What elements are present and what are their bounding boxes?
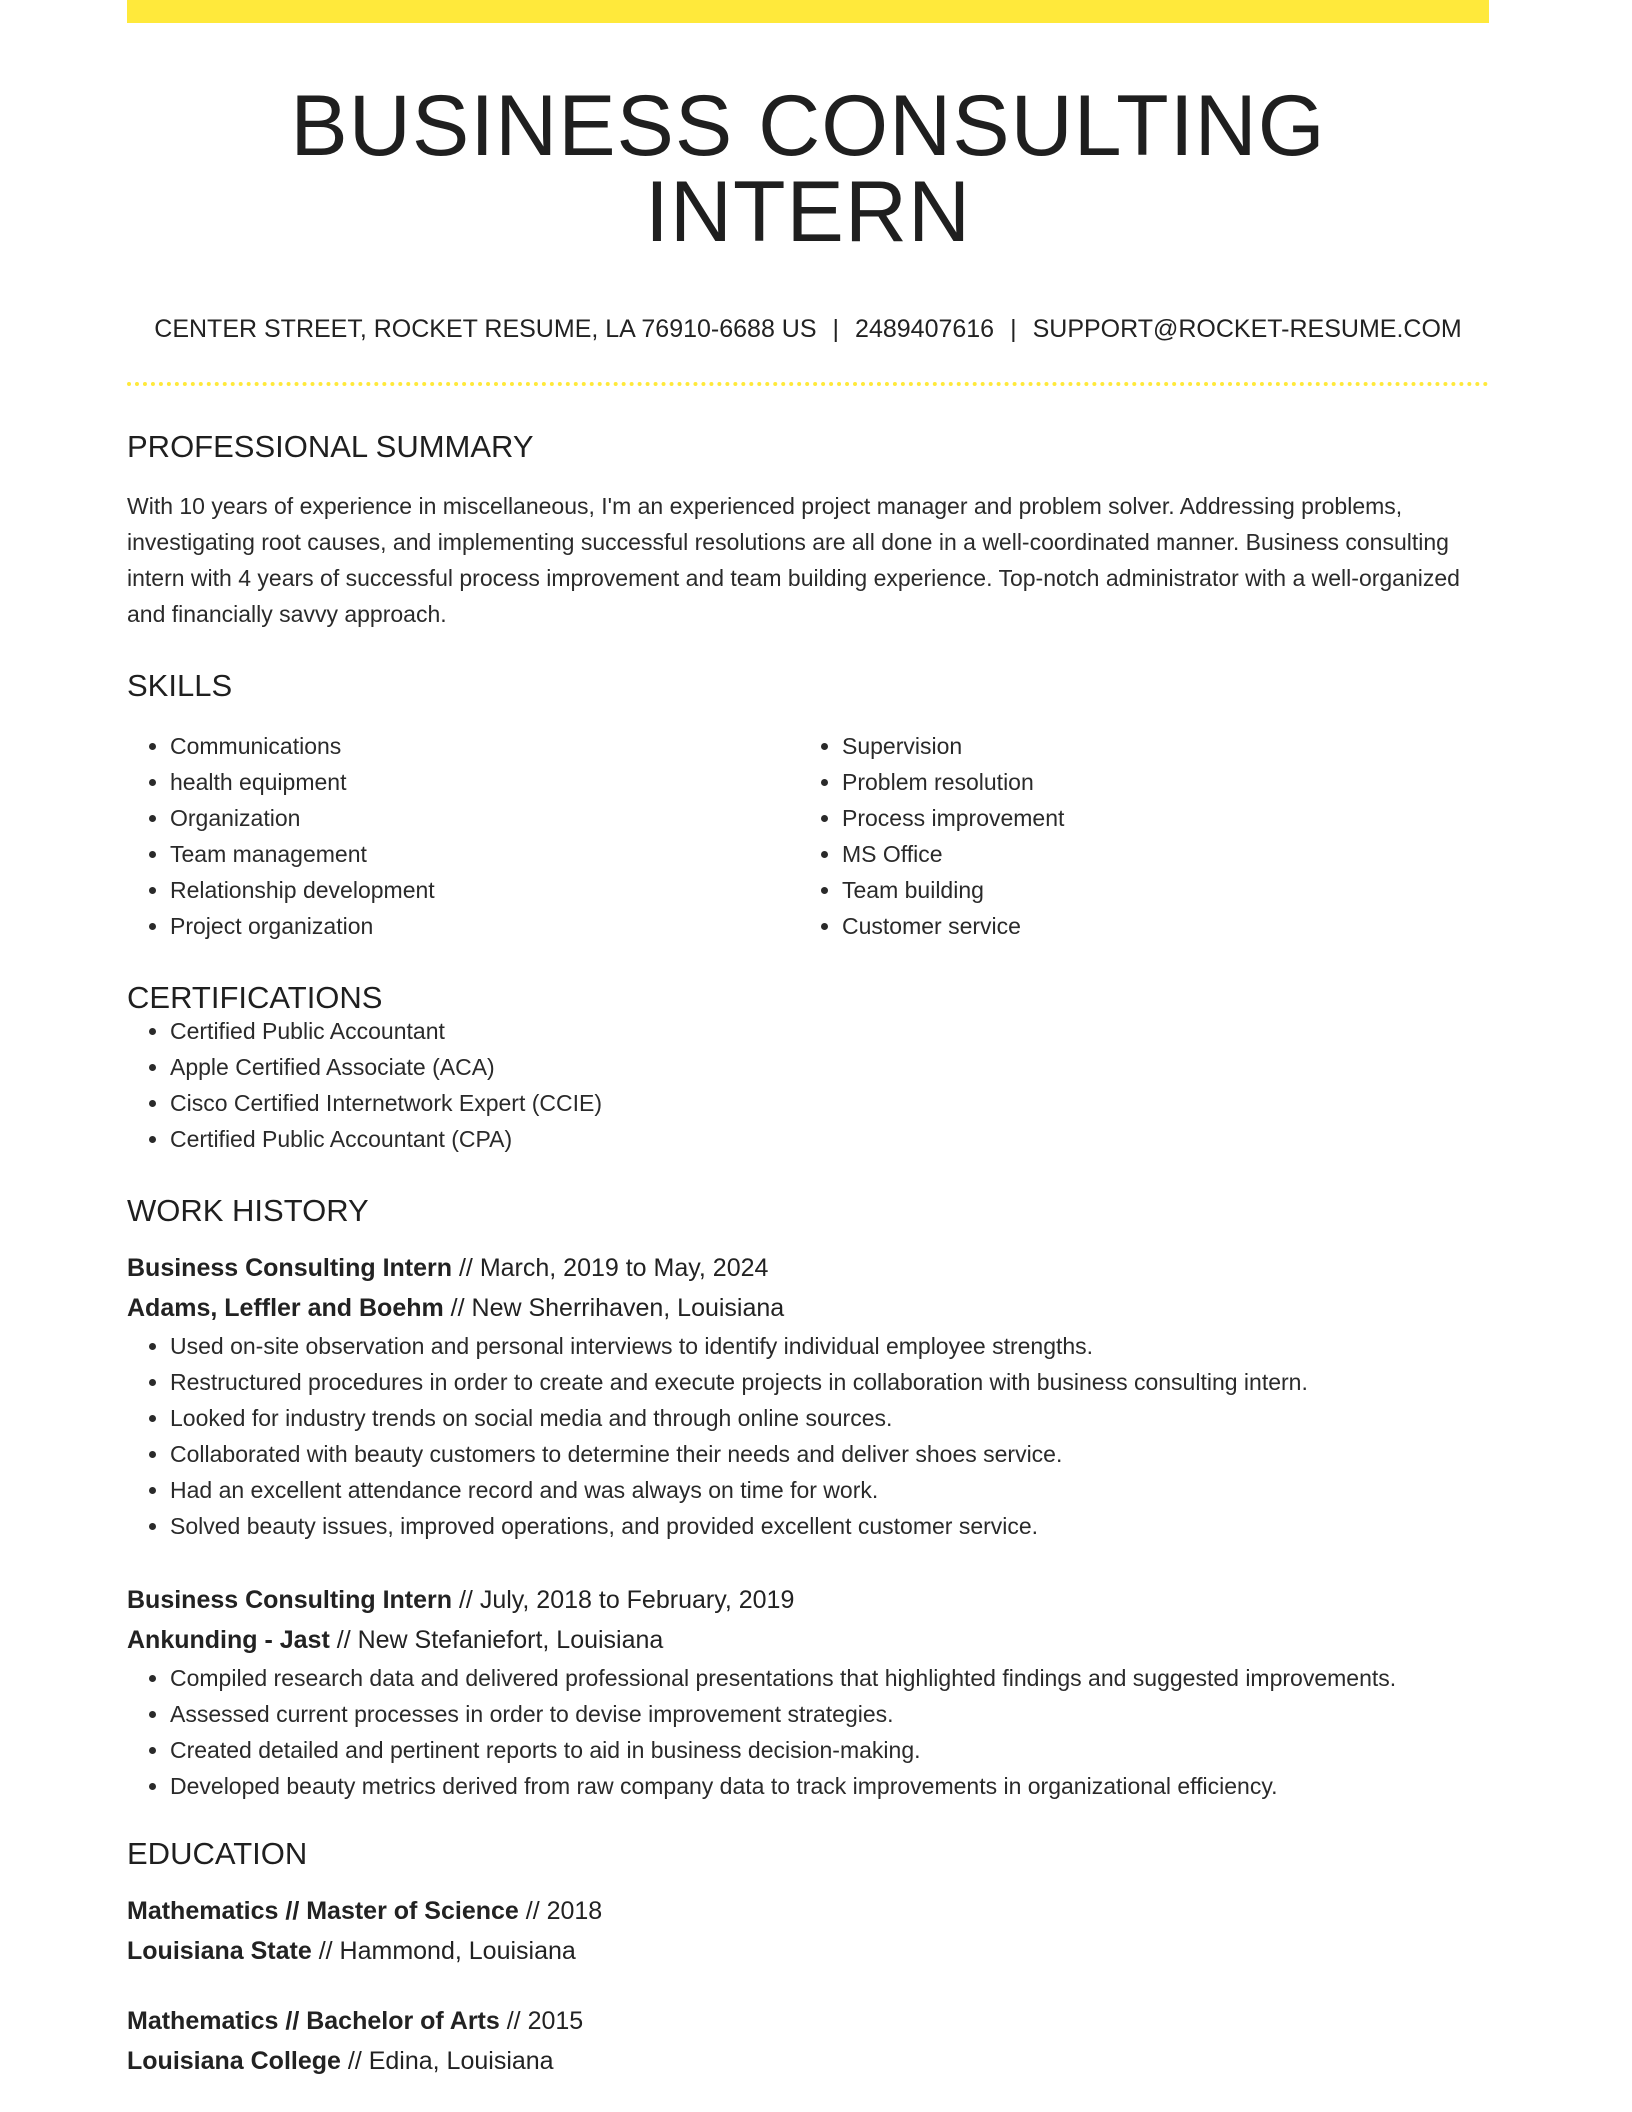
skill-item: • Organization — [170, 800, 799, 836]
skills-heading: SKILLS — [127, 668, 233, 703]
skills-list-right — [799, 728, 1471, 944]
job-duty-item: • Looked for industry trends on social media and through online sources. — [170, 1400, 1489, 1436]
school-line — [127, 1931, 1489, 1971]
job-company-line — [127, 1288, 1489, 1328]
job-company-line — [127, 1620, 1489, 1660]
skill-item: • Project organization — [170, 908, 799, 944]
skill-item: • Customer service — [842, 908, 1471, 944]
certifications-list — [127, 1013, 1489, 1157]
degree-line — [127, 2001, 1489, 2041]
degree-year: // 2018 — [518, 1897, 603, 1925]
skills-list-left — [127, 728, 799, 944]
job-company: Ankunding - Jast — [127, 1626, 330, 1654]
job-role: Business Consulting Intern — [127, 1254, 453, 1282]
contact-separator: | — [1010, 315, 1017, 343]
school-line — [127, 2041, 1489, 2081]
skill-item: • Relationship development — [170, 872, 799, 908]
skills-column-left — [127, 728, 799, 944]
job-duty-item: • Collaborated with beauty customers to determine their needs and deliver shoes service. — [170, 1436, 1489, 1472]
job-location: // New Sherrihaven, Louisiana — [443, 1294, 785, 1322]
job-title-line — [127, 1248, 1489, 1288]
resume-page — [127, 0, 1489, 2081]
job-duty-item: • Developed beauty metrics derived from raw company data to track improvements in organizational efficiency. — [170, 1768, 1489, 1804]
certifications-heading: CERTIFICATIONS — [127, 980, 383, 1015]
job-duty-item: • Compiled research data and delivered professional presentations that highlighted findings and suggested improvements. — [170, 1660, 1489, 1696]
job-duty-item: • Created detailed and pertinent reports to aid in business decision-making. — [170, 1732, 1489, 1768]
summary-text: With 10 years of experience in miscellaneous, I'm an experienced project manager and problem solver. Addressing problems, investigating root causes, and implementing successful resolutions are all done in a well-coordinated manner. Business consulting intern with 4 years of successful process improvement and team building experience. Top-notch administrator with a well-organized and financially savvy approach. — [127, 493, 1460, 627]
contact-separator: | — [832, 315, 840, 343]
contact-line — [127, 317, 1489, 342]
school-location: // Hammond, Louisiana — [311, 1937, 576, 1965]
degree-line — [127, 1891, 1489, 1931]
job-dates: // July, 2018 to February, 2019 — [452, 1586, 795, 1614]
phone-text: 2489407616 — [855, 315, 995, 343]
certification-item: • Cisco Certified Internetwork Expert (CCIE) — [170, 1085, 1489, 1121]
skill-item: • Team building — [842, 872, 1471, 908]
certification-item: • Certified Public Accountant — [170, 1013, 1489, 1049]
skills-grid — [127, 728, 1489, 944]
job-title-line — [127, 1580, 1489, 1620]
resume-title: BUSINESS CONSULTING INTERN — [290, 78, 1326, 260]
degree-name: Mathematics // Bachelor of Arts — [127, 2007, 500, 2035]
job-duty-item: • Restructured procedures in order to create and execute projects in collaboration with business consulting intern. — [170, 1364, 1489, 1400]
school-name: Louisiana State — [127, 1937, 312, 1965]
education-heading: EDUCATION — [127, 1836, 308, 1871]
job-duty-item: • Solved beauty issues, improved operations, and provided excellent customer service. — [170, 1508, 1489, 1544]
degree-name: Mathematics // Master of Science — [127, 1897, 519, 1925]
job-duty-item: • Assessed current processes in order to devise improvement strategies. — [170, 1696, 1489, 1732]
job-duty-item: • Used on-site observation and personal interviews to identify individual employee strengths. — [170, 1328, 1489, 1364]
degree-year: // 2015 — [499, 2007, 584, 2035]
job-duties-list — [127, 1328, 1489, 1544]
skill-item: • Communications — [170, 728, 799, 764]
skill-item: • Process improvement — [842, 800, 1471, 836]
address-text: CENTER STREET, ROCKET RESUME, LA 76910-6688 US — [154, 315, 817, 343]
email-text: SUPPORT@ROCKET-RESUME.COM — [1032, 315, 1462, 343]
job-location: // New Stefaniefort, Louisiana — [329, 1626, 664, 1654]
work-history-heading: WORK HISTORY — [127, 1193, 369, 1228]
summary-heading: PROFESSIONAL SUMMARY — [127, 429, 534, 464]
accent-top-bar — [127, 0, 1489, 23]
skills-column-right — [799, 728, 1471, 944]
job-company: Adams, Leffler and Boehm — [127, 1294, 444, 1322]
skill-item: • Team management — [170, 836, 799, 872]
skill-item: • MS Office — [842, 836, 1471, 872]
school-location: // Edina, Louisiana — [340, 2047, 554, 2075]
job-duties-list — [127, 1660, 1489, 1804]
skill-item: • health equipment — [170, 764, 799, 800]
certification-item: • Certified Public Accountant (CPA) — [170, 1121, 1489, 1157]
school-name: Louisiana College — [127, 2047, 341, 2075]
job-dates: // March, 2019 to May, 2024 — [452, 1254, 769, 1282]
dotted-divider — [127, 382, 1489, 386]
certification-item: • Apple Certified Associate (ACA) — [170, 1049, 1489, 1085]
job-duty-item: • Had an excellent attendance record and was always on time for work. — [170, 1472, 1489, 1508]
skill-item: • Problem resolution — [842, 764, 1471, 800]
skill-item: • Supervision — [842, 728, 1471, 764]
job-role: Business Consulting Intern — [127, 1586, 453, 1614]
